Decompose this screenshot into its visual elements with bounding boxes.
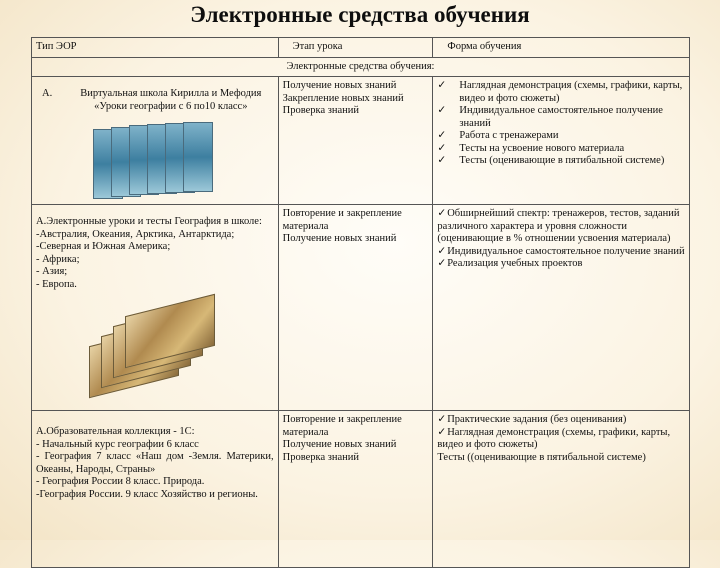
list-item bbox=[437, 130, 685, 143]
header-type: Тип ЭОР bbox=[32, 38, 279, 58]
form-text: Тесты (оценивающие в пятибальной системе) bbox=[459, 155, 665, 166]
software-boxes-image bbox=[93, 121, 217, 197]
row1-letter: А. bbox=[42, 88, 53, 99]
row2-line: - Европа. bbox=[36, 278, 77, 290]
check-icon: ✓ bbox=[437, 426, 447, 438]
stage-item: Получение новых знаний bbox=[282, 233, 397, 244]
row1-type-cell bbox=[32, 77, 279, 205]
form-list bbox=[437, 80, 685, 168]
check-icon: ✓ bbox=[437, 155, 447, 166]
stage-item: Повторение и закрепление материала bbox=[282, 208, 402, 232]
row3-line: - Начальный курс географии 6 класс bbox=[36, 438, 199, 450]
page-title: Электронные средства обучения bbox=[190, 2, 530, 27]
check-icon: ✓ bbox=[437, 414, 447, 425]
row2-line: -Австралия, Океания, Арктика, Антарктида; bbox=[36, 228, 235, 240]
check-icon: ✓ bbox=[437, 258, 447, 269]
list-item bbox=[437, 105, 685, 130]
table-row bbox=[32, 411, 690, 568]
row2-form-cell bbox=[433, 205, 690, 411]
row1-stage-cell bbox=[278, 77, 433, 205]
row2-line: - Африка; bbox=[36, 253, 80, 265]
eor-table bbox=[31, 37, 690, 568]
row2-stage-cell bbox=[278, 205, 433, 411]
stage-item: Проверка знаний bbox=[282, 451, 360, 463]
list-item bbox=[437, 80, 685, 105]
list-item bbox=[437, 414, 685, 427]
form-text: Реализация учебных проектов bbox=[447, 258, 583, 269]
section-title: Электронные средства обучения: bbox=[32, 57, 690, 77]
list-item bbox=[437, 246, 685, 259]
table-row bbox=[32, 77, 690, 205]
list-item bbox=[437, 427, 685, 452]
check-icon: ✓ bbox=[437, 130, 447, 141]
check-icon: ✓ bbox=[437, 105, 447, 116]
stage-item: Проверка знаний bbox=[282, 105, 360, 116]
form-text: Индивидуальное самостоятельное получение знаний bbox=[459, 105, 663, 129]
cd-cases-image bbox=[89, 295, 221, 407]
list-item bbox=[437, 258, 685, 271]
form-text: Обширнейший спектр: тренажеров, тестов, заданий различного характера и уровня сложности (оценивающие в % отношении усвоения материала) bbox=[437, 208, 680, 244]
stage-item: Повторение и закрепление материала bbox=[282, 414, 402, 438]
stage-item: Получение новых знаний bbox=[282, 439, 397, 450]
row1-title: Виртуальная школа Кирилла и Мефодия «Уроки географии с 6 по10 класс» bbox=[80, 88, 262, 112]
list-item bbox=[437, 143, 685, 156]
list-item bbox=[437, 452, 685, 465]
form-text: Тесты ((оценивающие в пятибальной системе) bbox=[437, 451, 646, 463]
row1-form-cell bbox=[433, 77, 690, 205]
row2-line: - Азия; bbox=[36, 266, 68, 277]
row3-line: - География 7 класс «Наш дом -Земля. Материки, Океаны, Народы, Страны» bbox=[36, 451, 274, 475]
row2-line: -Северная и Южная Америка; bbox=[36, 241, 171, 252]
header-form: Форма обучения bbox=[433, 38, 690, 58]
row2-line: А.Электронные уроки и тесты География в школе: bbox=[36, 216, 262, 227]
check-icon: ✓ bbox=[437, 142, 447, 154]
stage-item: Получение новых знаний bbox=[282, 80, 397, 91]
form-text: Работа с тренажерами bbox=[459, 130, 559, 141]
row3-line: -География России. 9 класс Хозяйство и регионы. bbox=[36, 488, 258, 500]
row3-line: А.Образовательная коллекция - 1С: bbox=[36, 426, 195, 437]
form-text: Наглядная демонстрация (схемы, графики, карты, видео и фото сюжеты) bbox=[459, 80, 683, 104]
form-text: Индивидуальное самостоятельное получение знаний bbox=[447, 245, 685, 257]
row3-form-cell bbox=[433, 411, 690, 568]
row2-type-cell bbox=[32, 205, 279, 411]
form-text: Тесты на усвоение нового материала bbox=[459, 142, 625, 154]
form-text: Наглядная демонстрация (схемы, графики, карты, видео и фото сюжеты) bbox=[437, 426, 671, 450]
list-item bbox=[437, 155, 685, 168]
row3-line: - География России 8 класс. Природа. bbox=[36, 476, 205, 487]
table-row bbox=[32, 205, 690, 411]
row3-stage-cell bbox=[278, 411, 433, 568]
check-icon: ✓ bbox=[437, 245, 447, 257]
check-icon: ✓ bbox=[437, 80, 447, 91]
stage-item: Закрепление новых знаний bbox=[282, 92, 404, 104]
header-stage: Этап урока bbox=[278, 38, 433, 58]
check-icon: ✓ bbox=[437, 208, 447, 219]
form-text: Практические задания (без оценивания) bbox=[447, 414, 627, 425]
list-item bbox=[437, 208, 685, 246]
section-row bbox=[32, 57, 690, 77]
row3-type-cell bbox=[32, 411, 279, 568]
table-header-row bbox=[32, 38, 690, 58]
